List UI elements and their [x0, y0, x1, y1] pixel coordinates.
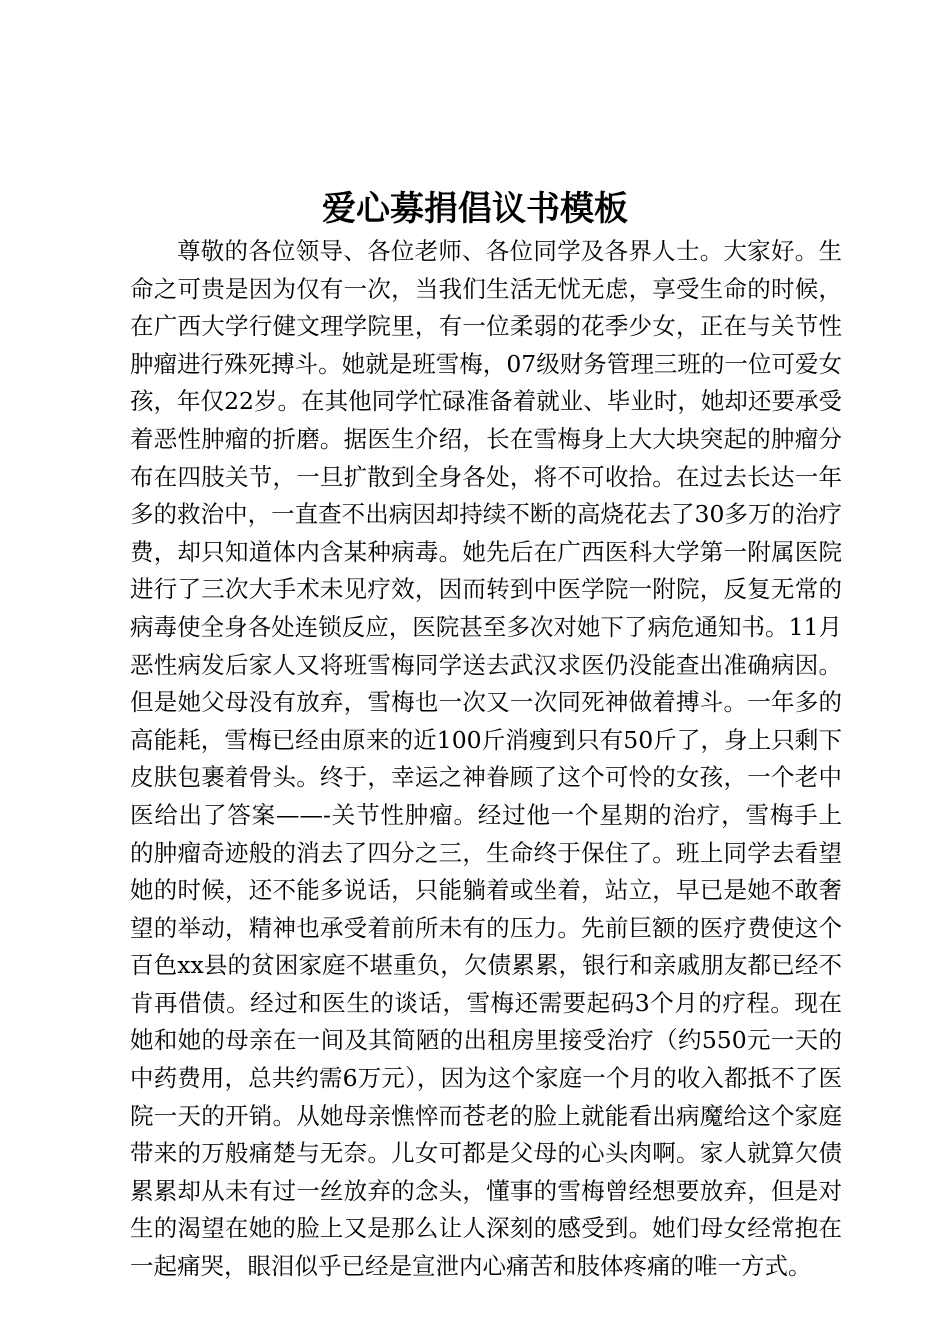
body-paragraph: 尊敬的各位领导、各位老师、各位同学及各界人士。大家好。生命之可贵是因为仅有一次，当我们生活无忧无虑，享受生命的时候，在广西大学行健文理学院里，有一位柔弱的花季少女，正在与关节性肿瘤进行殊死搏斗。她就是班雪梅，07级财务管理三班的一位可爱女孩，年仅22岁。在其他同学忙碌准备着就业、毕业时，她却还要承受着恶性肿瘤的折磨。据医生介绍，长在雪梅身上大大块突起的肿瘤分布在四肢关节，一旦扩散到全身各处，将不可收拾。在过去长达一年多的救治中，一直查不出病因却持续不断的高烧花去了30多万的治疗费，却只知道体内含某种病毒。她先后在广西医科大学第一附属医院进行了三次大手术未见疗效，因而转到中医学院一附院，反复无常的病毒使全身各处连锁反应，医院甚至多次对她下了病危通知书。11月恶性病发后家人又将班雪梅同学送去武汉求医仍没能查出准确病因。但是她父母没有放弃，雪梅也一次又一次同死神做着搏斗。一年多的高能耗，雪梅已经由原来的近100斤消瘦到只有50斤了，身上只剩下皮肤包裹着骨头。终于，幸运之神眷顾了这个可怜的女孩，一个老中医给出了答案——-关节性肿瘤。经过他一个星期的治疗，雪梅手上的肿瘤奇迹般的消去了四分之三，生命终于保住了。班上同学去看望她的时候，还不能多说话，只能躺着或坐着，站立，早已是她不敢奢望的举动，精神也承受着前所未有的压力。先前巨额的医疗费使这个百色xx县的贫困家庭不堪重负，欠债累累，银行和亲戚朋友都已经不肯再借债。经过和医生的谈话，雪梅还需要起码3个月的疗程。现在她和她的母亲在一间及其简陋的出租房里接受治疗（约550元一天的中药费用，总共约需6万元），因为这个家庭一个月的收入都抵不了医院一天的开销。从她母亲憔悴而苍老的脸上就能看出病魔给这个家庭带来的万般痛楚与无奈。儿女可都是父母的心头肉啊。家人就算欠债累累却从未有过一丝放弃的念头，懂事的雪梅曾经想要放弃，但是对生的渴望在她的脸上又是那么让人深刻的感受到。她们母女经常抱在一起痛哭，眼泪似乎已经是宣泄内心痛苦和肢体疼痛的唯一方式。	[130, 237, 842, 1281]
document-title: 爱心募捐倡议书模板	[322, 189, 628, 229]
